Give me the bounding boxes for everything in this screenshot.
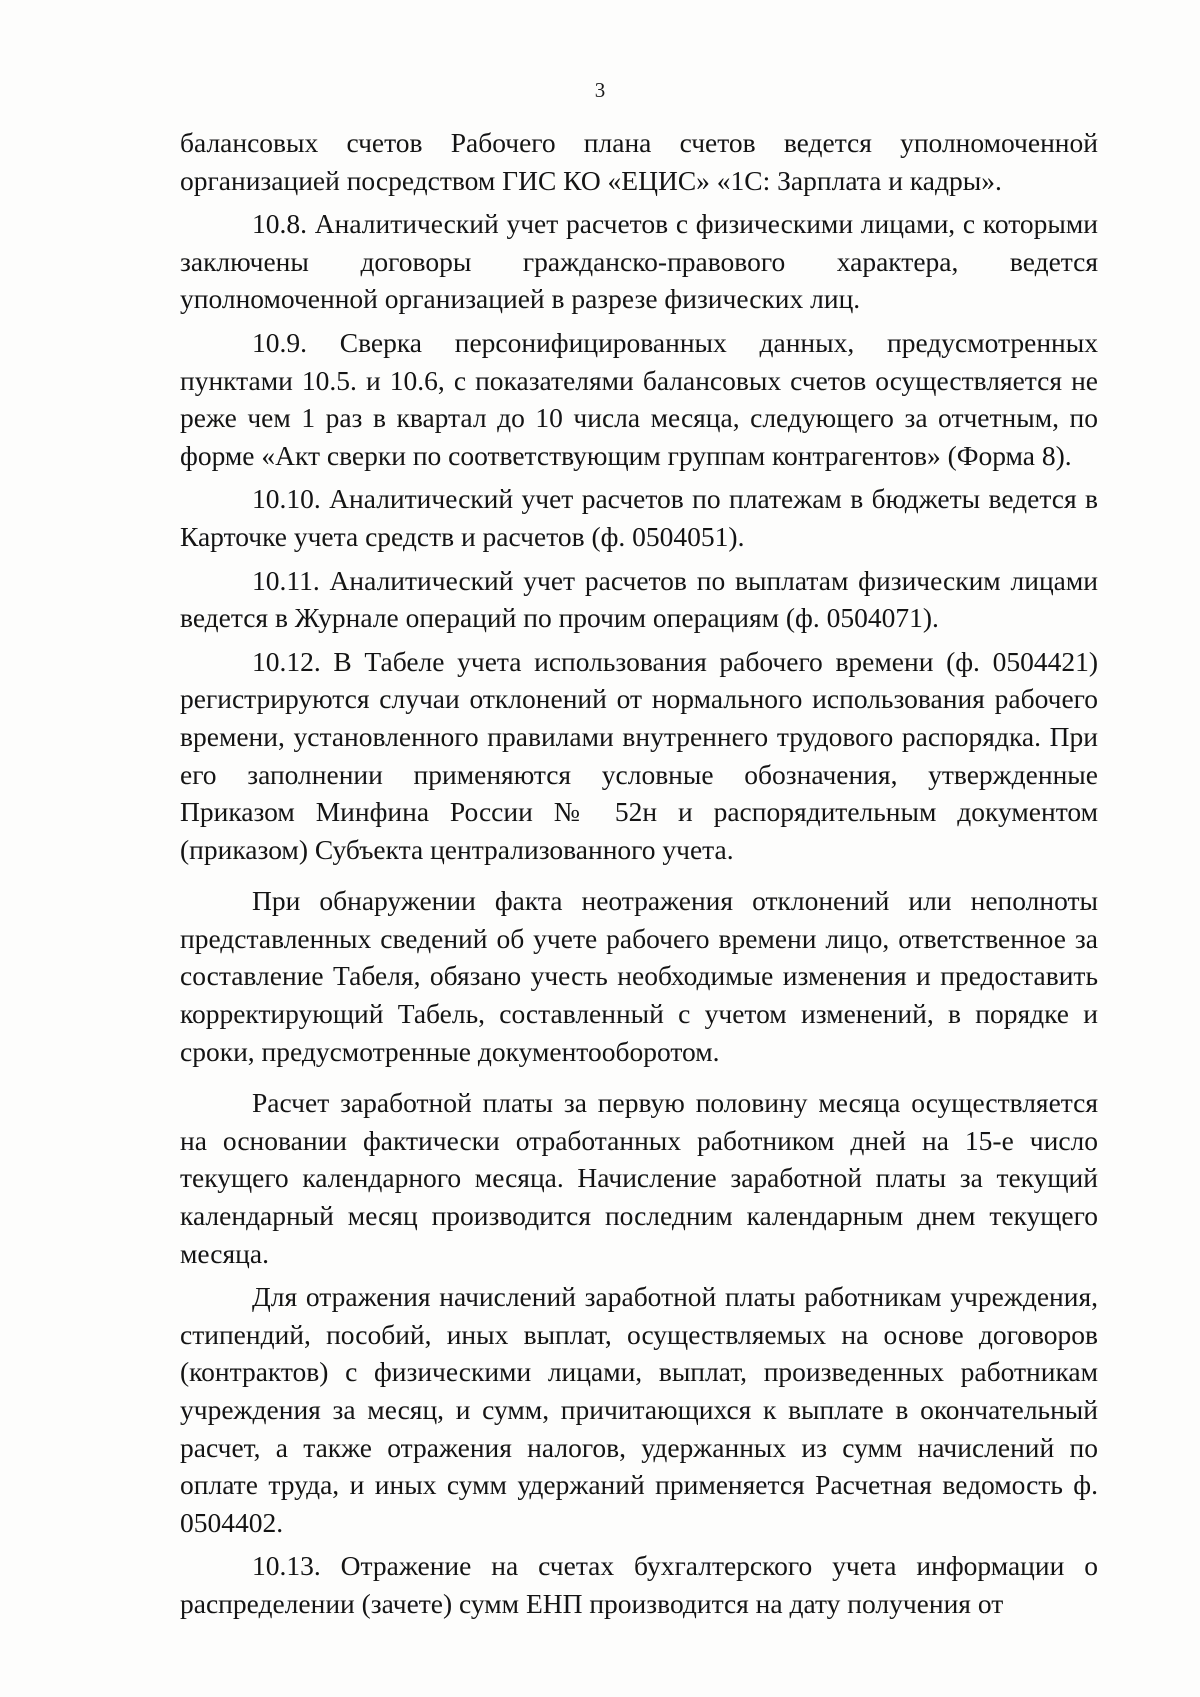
paragraph-10-9: 10.9. Сверка персонифицированных данных, предусмотренных пунктами 10.5. и 10.6, с показателями балансовых счетов осуществляется не реже чем 1 раз в квартал до 10 числа месяца, следующего за отчетным, по форме «Акт сверки по соответствующим группам контрагентов» (Форма 8). [180, 326, 1098, 471]
paragraph-10-12: 10.12. В Табеле учета использования рабочего времени (ф. 0504421) регистрируются случаи отклонений от нормального использования рабочего времени, установленного правилами внутреннего трудового распорядка. При его заполнении применяются условные обозначения, утвержденные Приказом Минфина России № 52н и распорядительным документом (приказом) Субъекта централизованного учета. [180, 645, 1098, 865]
paragraph-continuation: балансовых счетов Рабочего плана счетов ведется уполномоченной организацией посредством ГИС КО «ЕЦИС» «1С: Зарплата и кадры». [180, 127, 1098, 196]
paragraph-10-13: 10.13. Отражение на счетах бухгалтерского учета информации о распределении (зачете) сумм ЕНП производится на дату получения от [180, 1550, 1098, 1619]
paragraph-10-10: 10.10. Аналитический учет расчетов по платежам в бюджеты ведется в Карточке учета средств и расчетов (ф. 0504051). [180, 483, 1098, 552]
paragraph-salary-calculation: Расчет заработной платы за первую половину месяца осуществляется на основании фактически отработанных работником дней на 15-е число текущего календарного месяца. Начисление заработной платы за текущий календарный месяц производится последним календарным днем текущего месяца. [180, 1087, 1098, 1269]
paragraph-payroll-statement: Для отражения начислений заработной платы работникам учреждения, стипендий, пособий, иных выплат, осуществляемых на основе договоров (контрактов) с физическими лицами, выплат, произведенных работникам учреждения за месяц, и сумм, причитающихся к выплате в окончательный расчет, а также отражения налогов, удержанных из сумм начислений по оплате труда, и иных сумм удержаний применяется Расчетная ведомость ф. 0504402. [180, 1281, 1098, 1538]
paragraph-10-8: 10.8. Аналитический учет расчетов с физическими лицами, с которыми заключены договоры гражданско-правового характера, ведется уполномоченной организацией в разрезе физических лиц. [180, 208, 1098, 315]
page-number: 3 [594, 78, 606, 102]
paragraph-timesheet-correction: При обнаружении факта неотражения отклонений или неполноты представленных сведений об учете рабочего времени лицо, ответственное за составление Табеля, обязано учесть необходимые изменения и предоставить корректирующий Табель, составленный с учетом изменений, в порядке и сроки, предусмотренные документооборотом. [180, 885, 1098, 1067]
paragraph-10-11: 10.11. Аналитический учет расчетов по выплатам физическим лицами ведется в Журнале операций по прочим операциям (ф. 0504071). [180, 564, 1098, 634]
document-body [180, 124, 1098, 1623]
